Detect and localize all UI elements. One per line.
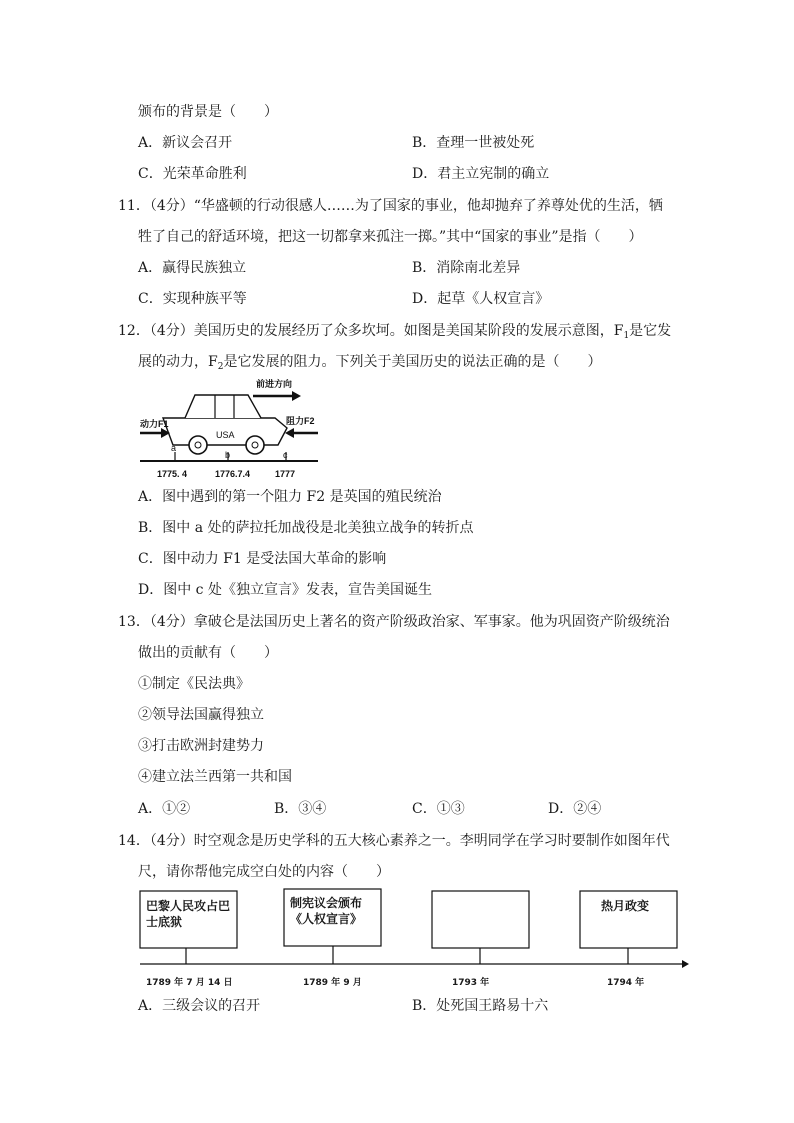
point-c-label: c (283, 450, 288, 460)
timeline-date-1: 1789 年 7 月 14 日 (146, 978, 233, 988)
q12-option-b: B．图中 a 处的萨拉托加战役是北美独立战争的转折点 (138, 520, 474, 536)
q11-option-d: D．起草《人权宣言》 (412, 291, 550, 307)
q10-option-b: B．查理一世被处死 (412, 135, 535, 151)
q12-stem-line1-text: 12．（4分）美国历史的发展经历了众多坎坷。如图是美国某阶段的发展示意图，F (118, 323, 624, 339)
q11-stem-line1: 11．（4分）“华盛顿的行动很感人……为了国家的事业，他却抛弃了养尊处优的生活，牺 (118, 198, 663, 214)
point-a-label: a (171, 443, 177, 453)
forward-direction-label: 前进方向 (256, 379, 293, 389)
q12-stem-line2-b: 是它发展的阻力。下列关于美国历史的说法正确的是（ ） (223, 354, 602, 370)
forward-arrowhead-icon (292, 391, 301, 401)
q12-option-a: A．图中遇到的第一个阻力 F2 是英国的殖民统治 (138, 489, 442, 505)
q13-stem-line2: 做出的贡献有（ ） (138, 645, 278, 661)
date-b-label: 1776.7.4 (215, 469, 251, 479)
car-diagram (135, 372, 325, 484)
q14-option-a: A．三级会议的召开 (138, 998, 261, 1014)
timeline-date-3: 1793 年 (452, 978, 490, 988)
q12-option-c: C．图中动力 F1 是受法国大革命的影响 (138, 551, 387, 567)
timeline-box-4-text: 热月政变 (601, 899, 650, 913)
timeline-date-2: 1789 年 9 月 (303, 978, 362, 988)
q10-option-d: D．君主立宪制的确立 (412, 166, 550, 182)
timeline-arrow-icon (682, 960, 689, 968)
date-a-label: 1775. 4 (157, 469, 188, 479)
q13-item-4: ④建立法兰西第一共和国 (138, 769, 292, 785)
q11-option-c: C．实现种族平等 (138, 291, 247, 307)
q10-stem-tail: 颁布的背景是（ ） (138, 104, 278, 120)
timeline-date-4: 1794 年 (607, 978, 645, 988)
date-c-label: 1777 (275, 469, 296, 479)
car-icon (163, 395, 287, 454)
q12-option-d: D．图中 c 处《独立宣言》发表，宣告美国诞生 (138, 582, 432, 598)
q14-stem-line2: 尺，请你帮他完成空白处的内容（ ） (138, 864, 390, 880)
q10-option-a: A．新议会召开 (138, 135, 233, 151)
q14-stem-line1: 14．（4分）时空观念是历史学科的五大核心素养之一。李明同学在学习时要制作如图年代 (118, 833, 670, 849)
point-b-label: b (225, 450, 231, 460)
q12-stem-line2-a: 展的动力，F (138, 354, 218, 370)
force2-label: 阻力F2 (286, 416, 315, 426)
q12-stem-line1 (118, 321, 671, 346)
timeline-box-1-text: 巴黎人民攻占巴士底狱 (146, 899, 231, 929)
q13-stem-line1: 13．（4分）拿破仑是法国历史上著名的资产阶级政治家、军事家。他为巩固资产阶级统治 (118, 614, 670, 630)
q11-option-a: A．赢得民族独立 (138, 260, 247, 276)
q12-subscript-1: 1 (623, 331, 630, 341)
force1-label: 动力F1 (140, 419, 169, 429)
car-usa-label: USA (216, 430, 235, 440)
q13-option-b: B．③④ (274, 801, 327, 817)
timeline-box-2-text: 制宪议会颁布《人权宣言》 (290, 896, 363, 926)
q13-option-c: C．①③ (412, 801, 465, 817)
q10-option-c: C．光荣革命胜利 (138, 166, 247, 182)
q13-item-2: ②领导法国赢得独立 (138, 707, 264, 723)
q14-option-b: B．处死国王路易十六 (412, 998, 549, 1014)
q12-subscript-2: 2 (217, 362, 224, 372)
q11-option-b: B．消除南北差异 (412, 260, 521, 276)
q13-option-d: D．②④ (548, 801, 602, 817)
q12-stem-line1-end: 是它发 (629, 323, 672, 339)
q13-option-a: A．①② (138, 801, 191, 817)
q13-item-1: ①制定《民法典》 (138, 676, 250, 692)
timeline-box-blank (432, 891, 529, 948)
q13-item-3: ③打击欧洲封建势力 (138, 738, 264, 754)
q11-stem-line2: 牲了自己的舒适环境，把这一切都拿来孤注一掷。”其中“国家的事业”是指（ ） (138, 229, 643, 245)
